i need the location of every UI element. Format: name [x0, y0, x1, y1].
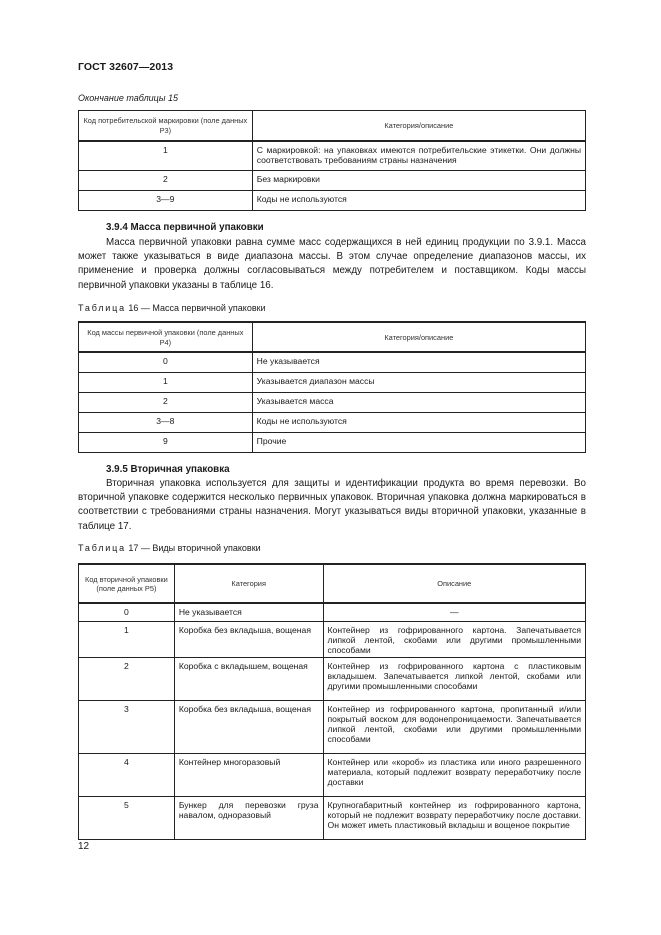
table17-desc: Контейнер или «короб» из пластика или иного разрешенного материала, который подлежит возврату переработчику после доставки — [323, 753, 585, 796]
table15-header-code: Код потребительской маркировки (поле данных P3) — [79, 111, 253, 141]
table16-desc: Указывается масса — [252, 392, 585, 412]
table16-caption-title: 16 — Масса первичной упаковки — [125, 303, 266, 313]
table17-desc: — — [323, 603, 585, 621]
table17-code: 4 — [79, 753, 175, 796]
table17-code: 5 — [79, 796, 175, 839]
table-row — [79, 191, 586, 211]
table16-desc: Указывается диапазон массы — [252, 372, 585, 392]
table-row — [79, 141, 586, 171]
table17-category: Бункер для перевозки груза навалом, одноразовый — [174, 796, 323, 839]
table-row — [79, 603, 586, 621]
table17-desc: Контейнер из гофрированного картона с пластиковым вкладышем. Запечатывается липкой лентой, скобами или другими промышленными способами — [323, 657, 585, 700]
table15 — [78, 110, 586, 211]
table16-header-desc: Категория/описание — [252, 322, 585, 352]
table17-caption-title: 17 — Виды вторичной упаковки — [125, 543, 261, 553]
table-row — [79, 796, 586, 839]
table15-header-desc: Категория/описание — [252, 111, 585, 141]
table16-desc: Коды не используются — [252, 412, 585, 432]
table17-desc: Контейнер из гофрированного картона. Запечатывается липкой лентой, скобами или другими промышленными способами — [323, 621, 585, 657]
table16-code: 9 — [79, 432, 253, 452]
table17-caption-prefix: Таблица — [78, 543, 126, 553]
table16-code: 3—8 — [79, 412, 253, 432]
document-header: ГОСТ 32607—2013 — [78, 61, 174, 73]
table15-caption — [78, 93, 178, 103]
table17-category: Контейнер многоразовый — [174, 753, 323, 796]
table-row — [79, 657, 586, 700]
section-394-text: Масса первичной упаковки равна сумме масс содержащихся в ней единиц продукции по 3.9.1. Масса может также указываться в виде диапазона массы. В этом случае определение диапазонов массы, их применение и проверка должны согласовываться между потребителем и поставщиком. Коды массы первичной упаковки указаны в таблице 16. — [78, 237, 586, 291]
table15-desc: С маркировкой: на упаковках имеются потребительские этикетки. Они должны соответствовать требованиям страны назначения — [252, 141, 585, 171]
table16-caption — [78, 303, 266, 313]
section-394-heading: 3.9.4 Масса первичной упаковки — [106, 222, 264, 233]
table15-code: 2 — [79, 171, 253, 191]
table17-desc: Контейнер из гофрированного картона, пропитанный и/или покрытый воском для водонепроницаемости. Запечатывается липкой лентой, скобами или другими промышленными способами — [323, 700, 585, 753]
table17-caption — [78, 543, 261, 553]
section-395-text: Вторичная упаковка используется для защиты и идентификации продукта во время перевозки. Во вторичной упаковке содержится несколько первичных упаковок. Вторичная упаковка должна маркироваться в соответствии с требованиями страны назначения. Могут указываться виды вторичной упаковки, указанные в таблице 17. — [78, 478, 586, 532]
table-row — [79, 700, 586, 753]
table17-category: Коробка без вкладыша, вощеная — [174, 700, 323, 753]
table16-desc: Прочие — [252, 432, 585, 452]
table16-desc: Не указывается — [252, 352, 585, 372]
table17-category: Не указывается — [174, 603, 323, 621]
table15-caption-text: Окончание таблицы 15 — [78, 93, 178, 103]
table-row — [79, 372, 586, 392]
table17 — [78, 563, 586, 840]
table17-desc: Крупногабаритный контейнер из гофрированного картона, который не подлежит возврату переработчику после доставки. Он может иметь пластиковый вкладыш и вощеное покрытие — [323, 796, 585, 839]
table-row — [79, 352, 586, 372]
page-number: 12 — [78, 841, 90, 852]
table17-code: 0 — [79, 603, 175, 621]
table16-caption-prefix: Таблица — [78, 303, 126, 313]
table-row — [79, 753, 586, 796]
table17-header-desc: Описание — [323, 564, 585, 603]
table-row — [79, 392, 586, 412]
table17-header-code: Код вторичной упаковки (поле данных P5) — [79, 564, 175, 603]
table15-code: 1 — [79, 141, 253, 171]
table16-code: 1 — [79, 372, 253, 392]
table15-desc: Коды не используются — [252, 191, 585, 211]
table17-code: 1 — [79, 621, 175, 657]
table15-code: 3—9 — [79, 191, 253, 211]
table-row — [79, 621, 586, 657]
section-395-heading: 3.9.5 Вторичная упаковка — [106, 464, 230, 475]
table17-category: Коробка без вкладыша, вощеная — [174, 621, 323, 657]
table17-code: 3 — [79, 700, 175, 753]
table16 — [78, 321, 586, 453]
table16-code: 2 — [79, 392, 253, 412]
table16-header-code: Код массы первичной упаковки (поле данных P4) — [79, 322, 253, 352]
table15-desc: Без маркировки — [252, 171, 585, 191]
table-row — [79, 171, 586, 191]
table17-code: 2 — [79, 657, 175, 700]
table16-code: 0 — [79, 352, 253, 372]
table17-header-category: Категория — [174, 564, 323, 603]
table17-category: Коробка с вкладышем, вощеная — [174, 657, 323, 700]
table-row — [79, 432, 586, 452]
table-row — [79, 412, 586, 432]
